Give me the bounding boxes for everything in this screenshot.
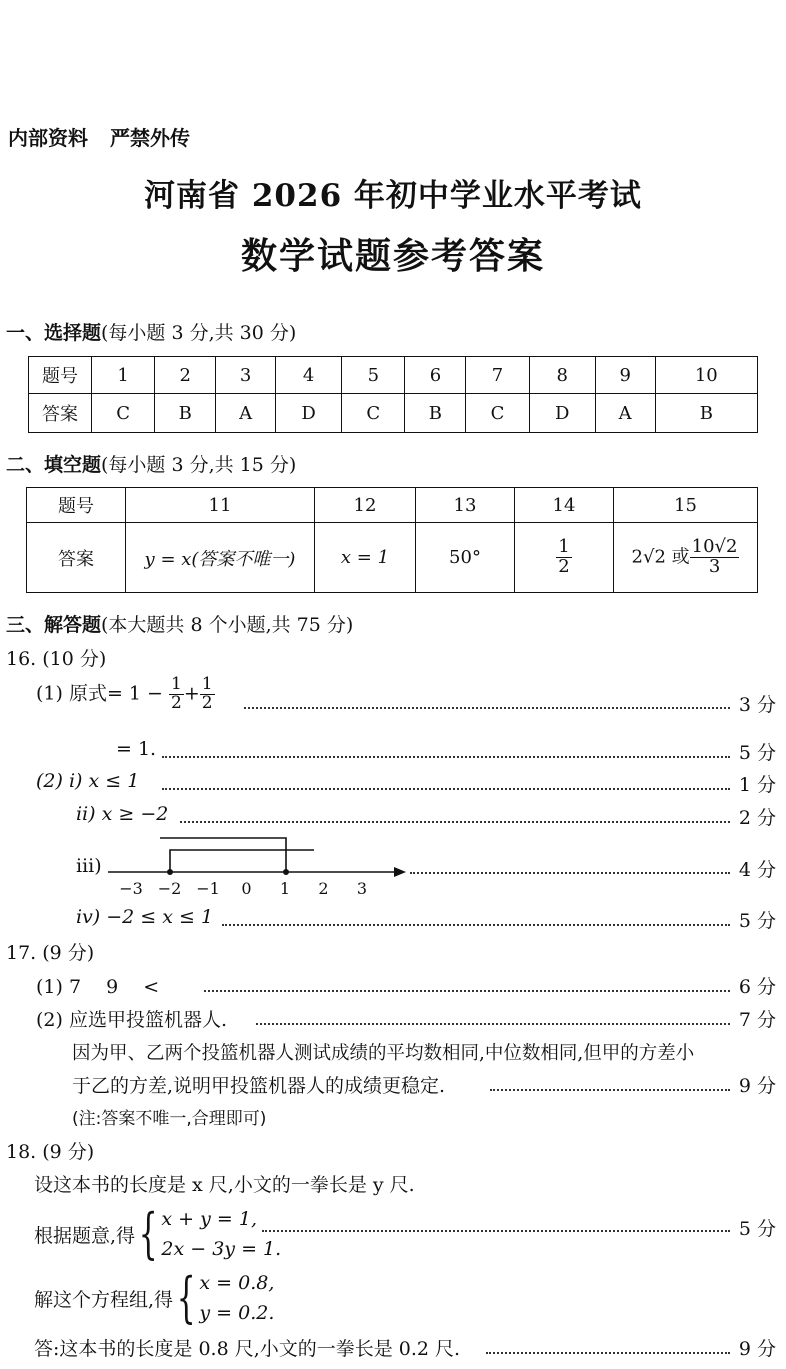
axis-arrow (394, 867, 406, 877)
table-cell: 1 (92, 357, 155, 394)
score: 2 分 (738, 807, 776, 829)
table-cell: 15 (614, 488, 758, 523)
equation-1: x + y = 1, (161, 1208, 257, 1230)
q17-reason-line1: 因为甲、乙两个投篮机器人测试成绩的平均数相同,中位数相同,但甲的方差小 (72, 1043, 695, 1064)
section1-note: (每小题 3 分,共 30 分) (101, 322, 297, 344)
fraction-numerator: 1 (201, 674, 213, 694)
table-cell: 7 (466, 357, 529, 394)
axis-tick-label: −2 (157, 879, 182, 898)
solution-bracket-lower (170, 850, 314, 872)
fraction-denominator: 2 (558, 556, 570, 577)
brace: { (176, 1266, 196, 1330)
section2-title: 二、填空题 (6, 454, 102, 476)
section2-heading (6, 450, 296, 477)
dot-leader (180, 821, 730, 823)
equation-label: 根据题意,得 (34, 1224, 136, 1247)
brace: { (138, 1202, 158, 1266)
fraction-denominator: 3 (708, 556, 721, 577)
table-cell: 3 (216, 357, 276, 394)
dot-leader (244, 707, 730, 709)
solution-label: 解这个方程组,得 (34, 1288, 174, 1311)
q16-part2-ii: ⅱ) x ≥ −2 (76, 803, 169, 825)
fraction-denominator: 2 (171, 692, 182, 713)
closed-point-minus-2 (167, 869, 173, 875)
solution-y: y = 0.2. (199, 1302, 275, 1325)
q17-reason-line2: 于乙的方差,说明甲投篮机器人的成绩更稳定. (72, 1075, 446, 1097)
axis-tick-label: −1 (196, 879, 220, 898)
q16-title: 16. (10 分) (6, 648, 107, 670)
table-cell: 13 (416, 488, 515, 523)
fraction-numerator: 1 (558, 536, 570, 558)
table-cell: 9 (595, 357, 655, 394)
number-line-figure (100, 828, 420, 904)
table-cell: 2 (155, 357, 216, 394)
q18-equation-system (34, 1204, 281, 1265)
answer-8: D (529, 394, 595, 433)
score: 7 分 (738, 1009, 776, 1031)
answer-15 (614, 523, 758, 593)
fraction-numerator: 1 (171, 674, 182, 694)
answer-6: B (405, 394, 466, 433)
axis-tick-label: 0 (241, 879, 252, 898)
solution-x: x = 0.8, (199, 1272, 275, 1294)
dot-leader (204, 990, 730, 992)
dot-leader (162, 756, 730, 758)
fill-answer-table (26, 487, 758, 593)
q18-title: 18. (9 分) (6, 1141, 95, 1163)
row-label-number: 题号 (29, 357, 92, 394)
table-cell: 11 (126, 488, 315, 523)
dot-leader (256, 1023, 730, 1025)
score: 9 分 (738, 1075, 776, 1097)
answer-5: C (342, 394, 405, 433)
q16-part2-i: (2) ⅰ) x ≤ 1 (36, 770, 140, 792)
answer-11: y = x(答案不唯一) (126, 523, 315, 593)
table-cell: 5 (342, 357, 405, 394)
score: 3 分 (738, 694, 776, 716)
answer-9: A (595, 394, 655, 433)
answer-15-prefix: 2√2 或 (631, 546, 690, 568)
section2-note: (每小题 3 分,共 15 分) (101, 454, 297, 476)
exam-title: 河南省 2026 年初中学业水平考试 (144, 178, 642, 214)
dot-leader (486, 1352, 730, 1354)
answer-4: D (276, 394, 342, 433)
dot-leader (262, 1230, 730, 1232)
q17-part1: (1) 7 9 < (36, 976, 160, 998)
answer-10: B (655, 394, 757, 433)
choice-answer-table (28, 356, 758, 433)
axis-tick-label: 3 (356, 879, 368, 898)
axis-tick-label: 2 (318, 879, 329, 898)
answer-3: A (216, 394, 276, 433)
answer-2: B (155, 394, 216, 433)
row-label-number: 题号 (27, 488, 126, 523)
answer-13: 50° (416, 523, 515, 593)
dot-leader (162, 788, 730, 790)
axis-tick-label: −3 (119, 879, 143, 898)
table-cell: 4 (276, 357, 342, 394)
table-cell: 6 (405, 357, 466, 394)
closed-point-1 (283, 869, 289, 875)
section3-title: 三、解答题 (6, 614, 102, 636)
q17-title: 17. (9 分) (6, 942, 95, 964)
answer-key-title: 数学试题参考答案 (240, 235, 545, 277)
q17-note: (注:答案不唯一,合理即可) (72, 1109, 267, 1129)
answer-1: C (92, 394, 155, 433)
q18-setup: 设这本书的长度是 x 尺,小文的一拳长是 y 尺. (34, 1174, 415, 1196)
score: 6 分 (738, 976, 776, 998)
fraction-numerator: 10√2 (691, 536, 738, 558)
q16-part1-result: = 1. (116, 738, 157, 760)
score: 1 分 (738, 774, 776, 796)
table-cell: 10 (655, 357, 757, 394)
q18-solution (34, 1268, 274, 1329)
score: 9 分 (738, 1338, 776, 1360)
score: 4 分 (738, 859, 776, 881)
plus-sign: + (183, 682, 200, 705)
answer-12: x = 1 (315, 523, 416, 593)
fraction-denominator: 2 (201, 692, 213, 713)
confidential-label-2: 严禁外传 (110, 126, 190, 150)
dot-leader (222, 924, 730, 926)
solution-bracket-upper (160, 838, 286, 872)
equation-2: 2x − 3y = 1. (161, 1238, 282, 1261)
confidential-notice (8, 122, 190, 151)
section1-title: 一、选择题 (6, 322, 102, 344)
score: 5 分 (738, 910, 776, 932)
row-label-answer: 答案 (29, 394, 92, 433)
axis-tick-label: 1 (279, 879, 291, 898)
section1-heading (6, 318, 296, 345)
table-cell: 8 (529, 357, 595, 394)
score: 5 分 (738, 742, 776, 764)
answer-7: C (466, 394, 529, 433)
dot-leader (410, 872, 730, 874)
q16-part2-iv: ⅳ) −2 ≤ x ≤ 1 (76, 906, 214, 928)
q18-answer: 答:这本书的长度是 0.8 尺,小文的一拳长是 0.2 尺. (34, 1338, 461, 1360)
table-cell: 14 (515, 488, 614, 523)
q17-part2: (2) 应选甲投篮机器人. (36, 1009, 227, 1031)
answer-14 (515, 523, 614, 593)
section3-note: (本大题共 8 个小题,共 75 分) (101, 614, 354, 636)
table-cell: 12 (315, 488, 416, 523)
expression-label: (1) 原式= 1 − (36, 682, 163, 705)
q16-part1-expression (36, 676, 215, 713)
row-label-answer: 答案 (27, 523, 126, 593)
score: 5 分 (738, 1218, 776, 1240)
section3-heading (6, 610, 353, 637)
dot-leader (490, 1089, 730, 1091)
q16-part2-iii-label: ⅲ) (76, 855, 102, 877)
confidential-label-1: 内部资料 (8, 126, 88, 150)
